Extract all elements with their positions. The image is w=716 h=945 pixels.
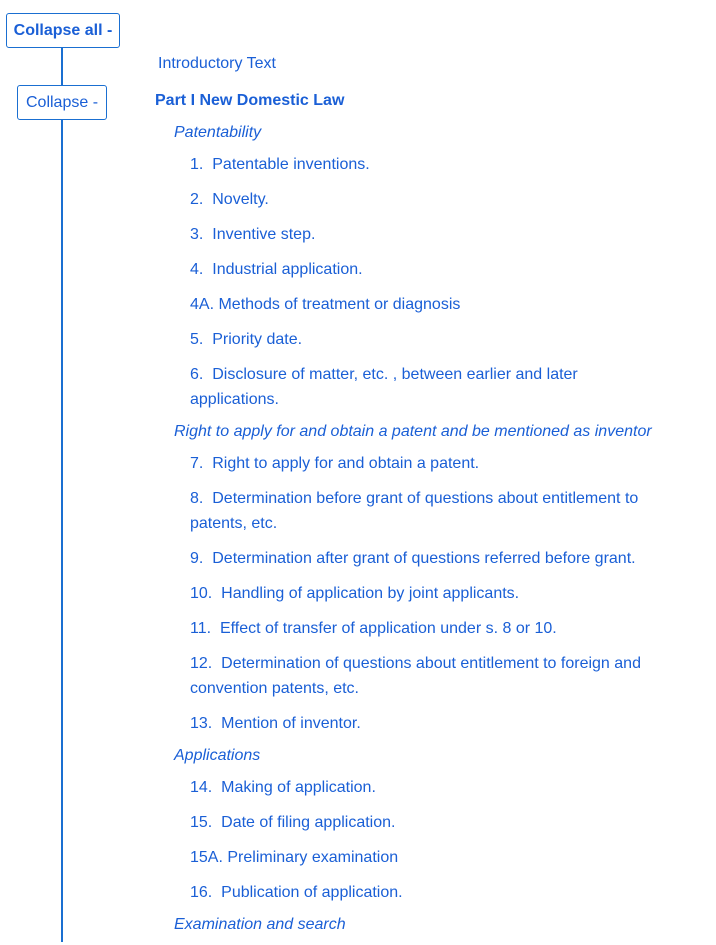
section-link[interactable] [190, 292, 650, 317]
section-link[interactable] [190, 152, 650, 177]
section-title: Handling of application by joint applicants. [221, 585, 520, 602]
section-link[interactable] [190, 546, 650, 571]
section-title: Determination after grant of questions referred before grant. [212, 550, 636, 567]
section-link[interactable] [190, 651, 650, 701]
section-title: Inventive step. [212, 226, 316, 243]
section-group [174, 745, 694, 905]
section-number: 12. [190, 655, 217, 672]
section-title: Preliminary examination [227, 849, 399, 866]
section-number: 10. [190, 585, 217, 602]
section-link[interactable] [190, 581, 650, 606]
section-link[interactable] [190, 845, 650, 870]
section-title: Priority date. [212, 331, 303, 348]
section-title: Making of application. [221, 779, 376, 796]
section-title: Patentable inventions. [212, 156, 370, 173]
section-group [174, 122, 694, 412]
section-link[interactable] [190, 616, 650, 641]
section-list [174, 451, 694, 736]
section-link[interactable] [190, 486, 650, 536]
group-heading[interactable]: Applications [174, 747, 261, 764]
section-number: 4. [190, 261, 208, 278]
section-group [174, 421, 694, 736]
section-link[interactable] [190, 451, 650, 476]
introductory-text-link[interactable]: Introductory Text [158, 55, 276, 72]
section-number: 1. [190, 156, 208, 173]
section-title: Disclosure of matter, etc. , between earlier and later applications. [190, 366, 578, 408]
group-heading[interactable]: Patentability [174, 124, 262, 141]
collapse-part-button[interactable]: Collapse - [17, 85, 107, 120]
section-title: Mention of inventor. [221, 715, 361, 732]
section-title: Publication of application. [221, 884, 403, 901]
section-title: Novelty. [212, 191, 269, 208]
section-link[interactable] [190, 775, 650, 800]
section-number: 5. [190, 331, 208, 348]
section-link[interactable] [190, 711, 650, 736]
section-link[interactable] [190, 810, 650, 835]
section-number: 13. [190, 715, 217, 732]
section-link[interactable] [190, 327, 650, 352]
section-number: 11. [190, 620, 216, 637]
collapse-all-button[interactable]: Collapse all - [6, 13, 120, 48]
section-list [174, 775, 694, 905]
section-number: 7. [190, 455, 208, 472]
section-link[interactable] [190, 257, 650, 282]
tree-line-top [61, 48, 63, 85]
section-number: 6. [190, 366, 208, 383]
tree-line-main [61, 120, 63, 942]
section-number: 9. [190, 550, 208, 567]
section-title: Date of filing application. [221, 814, 396, 831]
section-number: 2. [190, 191, 208, 208]
section-link[interactable] [190, 362, 650, 412]
section-groups [174, 122, 694, 945]
section-title: Determination before grant of questions about entitlement to patents, etc. [190, 490, 639, 532]
section-number: 14. [190, 779, 217, 796]
section-number: 4A. [190, 296, 215, 313]
section-number: 8. [190, 490, 208, 507]
section-link[interactable] [190, 187, 650, 212]
group-heading[interactable]: Right to apply for and obtain a patent and be mentioned as inventor [174, 423, 652, 440]
section-title: Effect of transfer of application under s. 8 or 10. [219, 620, 557, 637]
section-number: 15. [190, 814, 217, 831]
section-number: 15A. [190, 849, 223, 866]
part-title-link[interactable]: Part I New Domestic Law [155, 92, 345, 109]
section-title: Determination of questions about entitlement to foreign and convention patents, etc. [190, 655, 641, 697]
section-title: Right to apply for and obtain a patent. [212, 455, 480, 472]
section-link[interactable] [190, 880, 650, 905]
section-link[interactable] [190, 222, 650, 247]
section-number: 3. [190, 226, 208, 243]
group-heading[interactable]: Examination and search [174, 916, 346, 933]
section-title: Methods of treatment or diagnosis [218, 296, 461, 313]
section-number: 16. [190, 884, 217, 901]
section-title: Industrial application. [212, 261, 363, 278]
section-group [174, 914, 694, 936]
section-list [174, 152, 694, 412]
